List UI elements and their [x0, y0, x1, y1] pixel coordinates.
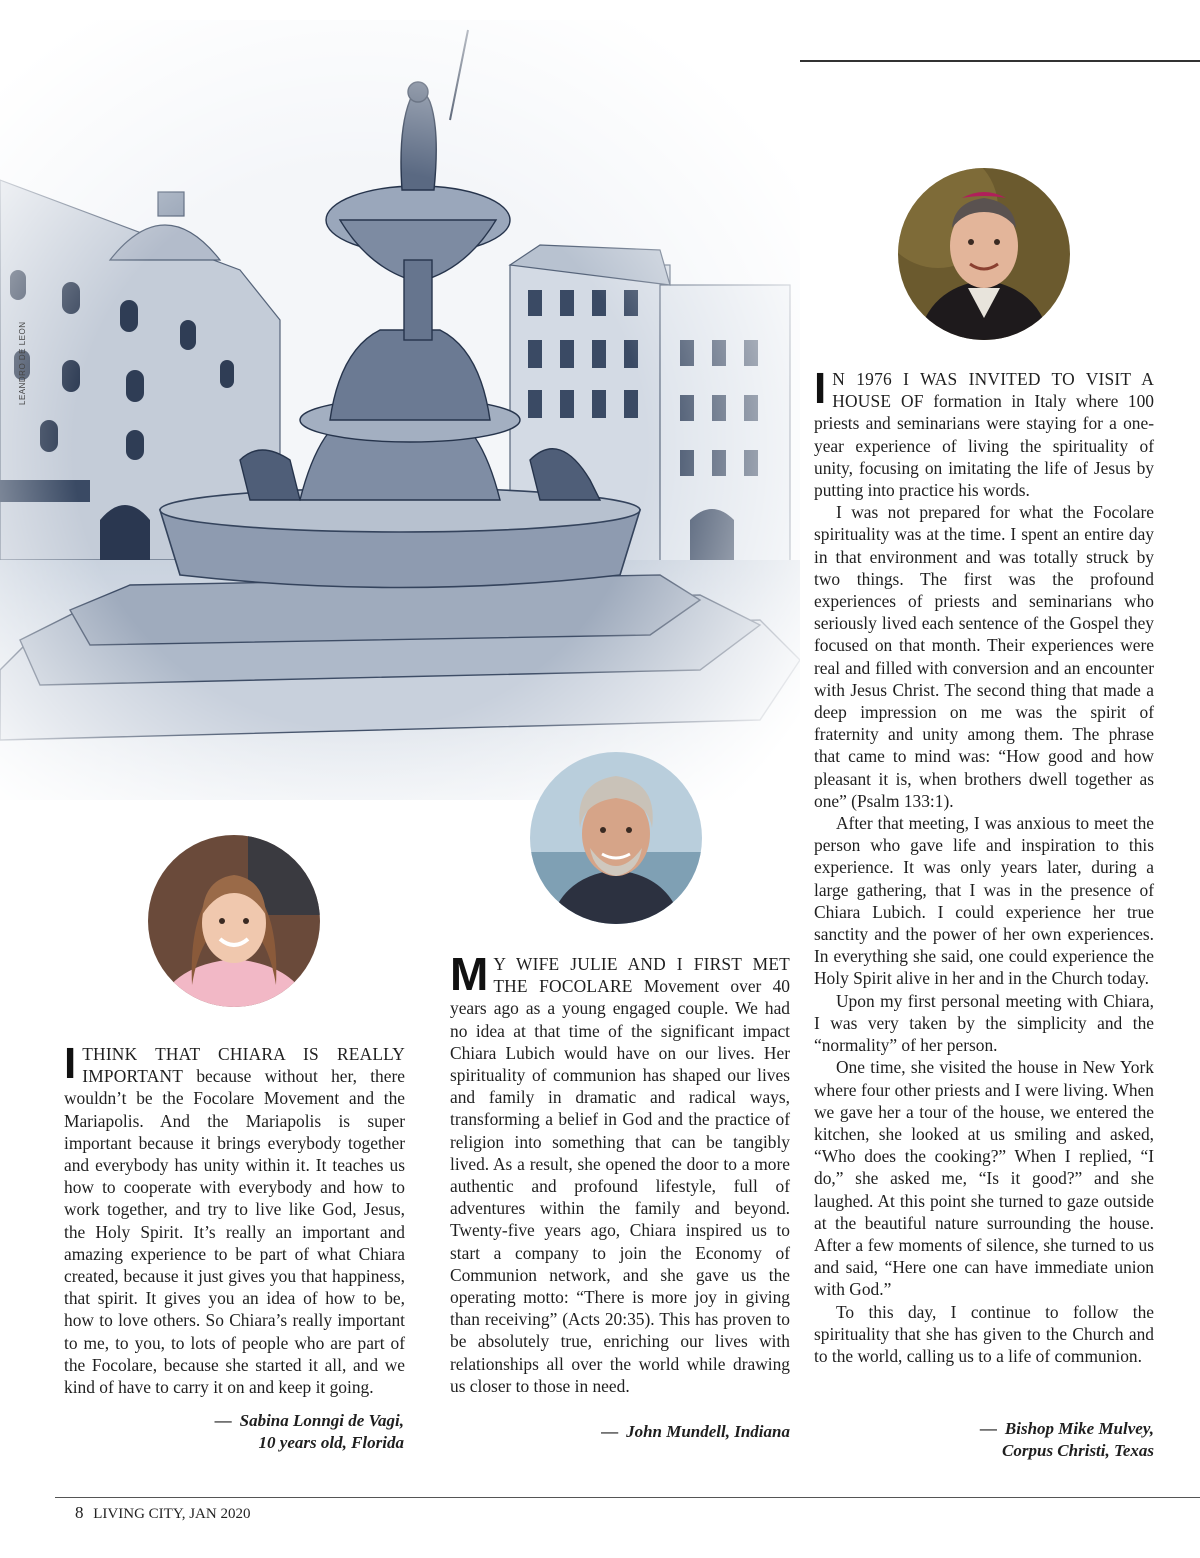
sabina-signature	[64, 1410, 404, 1454]
bishop-paragraph-2: I was not prepared for what the Focolare spirituality was at the time. I spent an entire day in that environment and was totally struck by two things. The first was the profound experiences of priests and seminarians who seriously lived each sentence of the Gospel they focused on that month. Their experiences were real and filled with conversion and an encounter with Jesus Christ. The second thing that made a deep impression on me was the spirit of fraternity and unity among them. The phrase that came to mind was: “How good and how pleasant it is, when brothers dwell together as one” (Psalm 133:1).	[814, 502, 1154, 811]
bishop-sig-dash: —	[979, 1419, 997, 1438]
bishop-sig-location: Corpus Christi, Texas	[1002, 1441, 1154, 1460]
john-signature	[450, 1421, 790, 1443]
john-paragraph-1-rest: Movement over 40 years ago as a young engaged couple. We had no idea at that time of the significant impact Chiara Lubich would have on our lives. Her spirituality of communion has shaped our lives and family in dramatic and radical ways, transforming a belief in God and the practice of religion into something that can be tangibly lived. As a result, she opened the door to a more authentic and profound lifestyle, full of adventures within the family and beyond. Twenty-five years ago, Chiara inspired us to start a company to join the Economy of Communion network, and she gave us the operating motto: “There is more joy in giving than receiving” (Acts 20:35). This has proven to be absolutely true, enriching our lives with relationships all over the world while drawing us closer to those in need.	[450, 976, 790, 1396]
john-paragraph-1	[450, 948, 790, 1397]
header-rule-right	[748, 60, 1200, 62]
page-footer	[75, 1503, 250, 1523]
john-lead: Y WIFE JULIE AND I FIRST MET THE FOCOLARE	[493, 954, 790, 997]
bishop-dropcap: I	[814, 364, 827, 413]
bishop-testimony	[814, 364, 1154, 1367]
bishop-lead: N 1976 I WAS INVITED TO VISIT A HOUSE OF	[832, 369, 1154, 412]
john-sig-name: John Mundell, Indiana	[626, 1422, 790, 1441]
bishop-paragraph-6: To this day, I continue to follow the spirituality that she has given to the Church and to the world, calling us to a life of communion.	[814, 1301, 1154, 1366]
sabina-lead: THINK THAT CHIARA IS REALLY IMPORTANT	[82, 1044, 405, 1087]
john-testimony	[450, 948, 790, 1397]
page-number: 8	[75, 1503, 84, 1522]
bishop-paragraph-4: Upon my first personal meeting with Chiara, I was very taken by the simplicity and the “normality” of her person.	[814, 990, 1154, 1056]
sabina-sig-name: Sabina Lonngi de Vagi,	[239, 1411, 404, 1430]
sabina-testimony	[64, 1039, 405, 1398]
photo-credit: LEANDRO DE LEON	[18, 321, 27, 405]
john-portrait	[530, 752, 702, 924]
bishop-paragraph-1-rest: formation in Italy where 100 priests and seminarians were staying for a one-year experience of living the spirituality of unity, focusing on imitating the life of Jesus by putting into practice his words.	[814, 391, 1154, 501]
bishop-sig-name: Bishop Mike Mulvey,	[1004, 1419, 1154, 1438]
sabina-dropcap: I	[64, 1039, 77, 1088]
sabina-sig-dash: —	[214, 1411, 232, 1430]
publication-line: LIVING CITY, JAN 2020	[93, 1506, 251, 1522]
bishop-paragraph-5: One time, she visited the house in New York where four other priests and I were living. When we gave her a tour of the house, we entered the kitchen, she looked at us smiling and asked, “Who does the cooking?” When I replied, “I do,” she asked me, “Is it good?” and she laughed. At this point she turned to gaze outside at the beautiful nature surrounding the house. After a few moments of silence, she turned to us and said, “Here one can have immediate union with God.”	[814, 1057, 1154, 1300]
sabina-sig-location: 10 years old, Florida	[258, 1433, 404, 1452]
footer-rule	[55, 1497, 1200, 1498]
fountain-photo	[0, 20, 800, 800]
bishop-paragraph-1	[814, 364, 1154, 501]
bishop-portrait	[898, 168, 1070, 340]
sabina-paragraph-1	[64, 1039, 405, 1398]
bishop-signature	[814, 1418, 1154, 1462]
john-sig-dash: —	[601, 1422, 619, 1441]
sabina-portrait	[148, 835, 320, 1007]
john-dropcap: M	[450, 948, 489, 1000]
sabina-paragraph-1-rest: because without her, there wouldn’t be the Focolare Movement and the Mariapolis. And the Mariapolis is super important because it brings everybody together and everybody has unity within it. It teaches us how to cooperate with everybody and how to work together, and try to live like God, Jesus, the Holy Spirit. It’s really an important and amazing experience to be part of what Chiara created, because it just gives you that happiness, that spirit. It gives you an idea of how to be, how to love others. So Chiara’s really important to me, to you, to lots of people who are part of the Focolare, because she started it all, and we kind of have to carry it on and keep it going.	[64, 1066, 405, 1398]
bishop-paragraph-3: After that meeting, I was anxious to meet the person who gave life and inspiration to this experience. It was only years later, during a large gathering, that I was in the presence of Chiara Lubich. I could experience her true sanctity and the power of her own experiences. In everything she said, one could experience the Holy Spirit alive in her and in the Church today.	[814, 813, 1154, 989]
